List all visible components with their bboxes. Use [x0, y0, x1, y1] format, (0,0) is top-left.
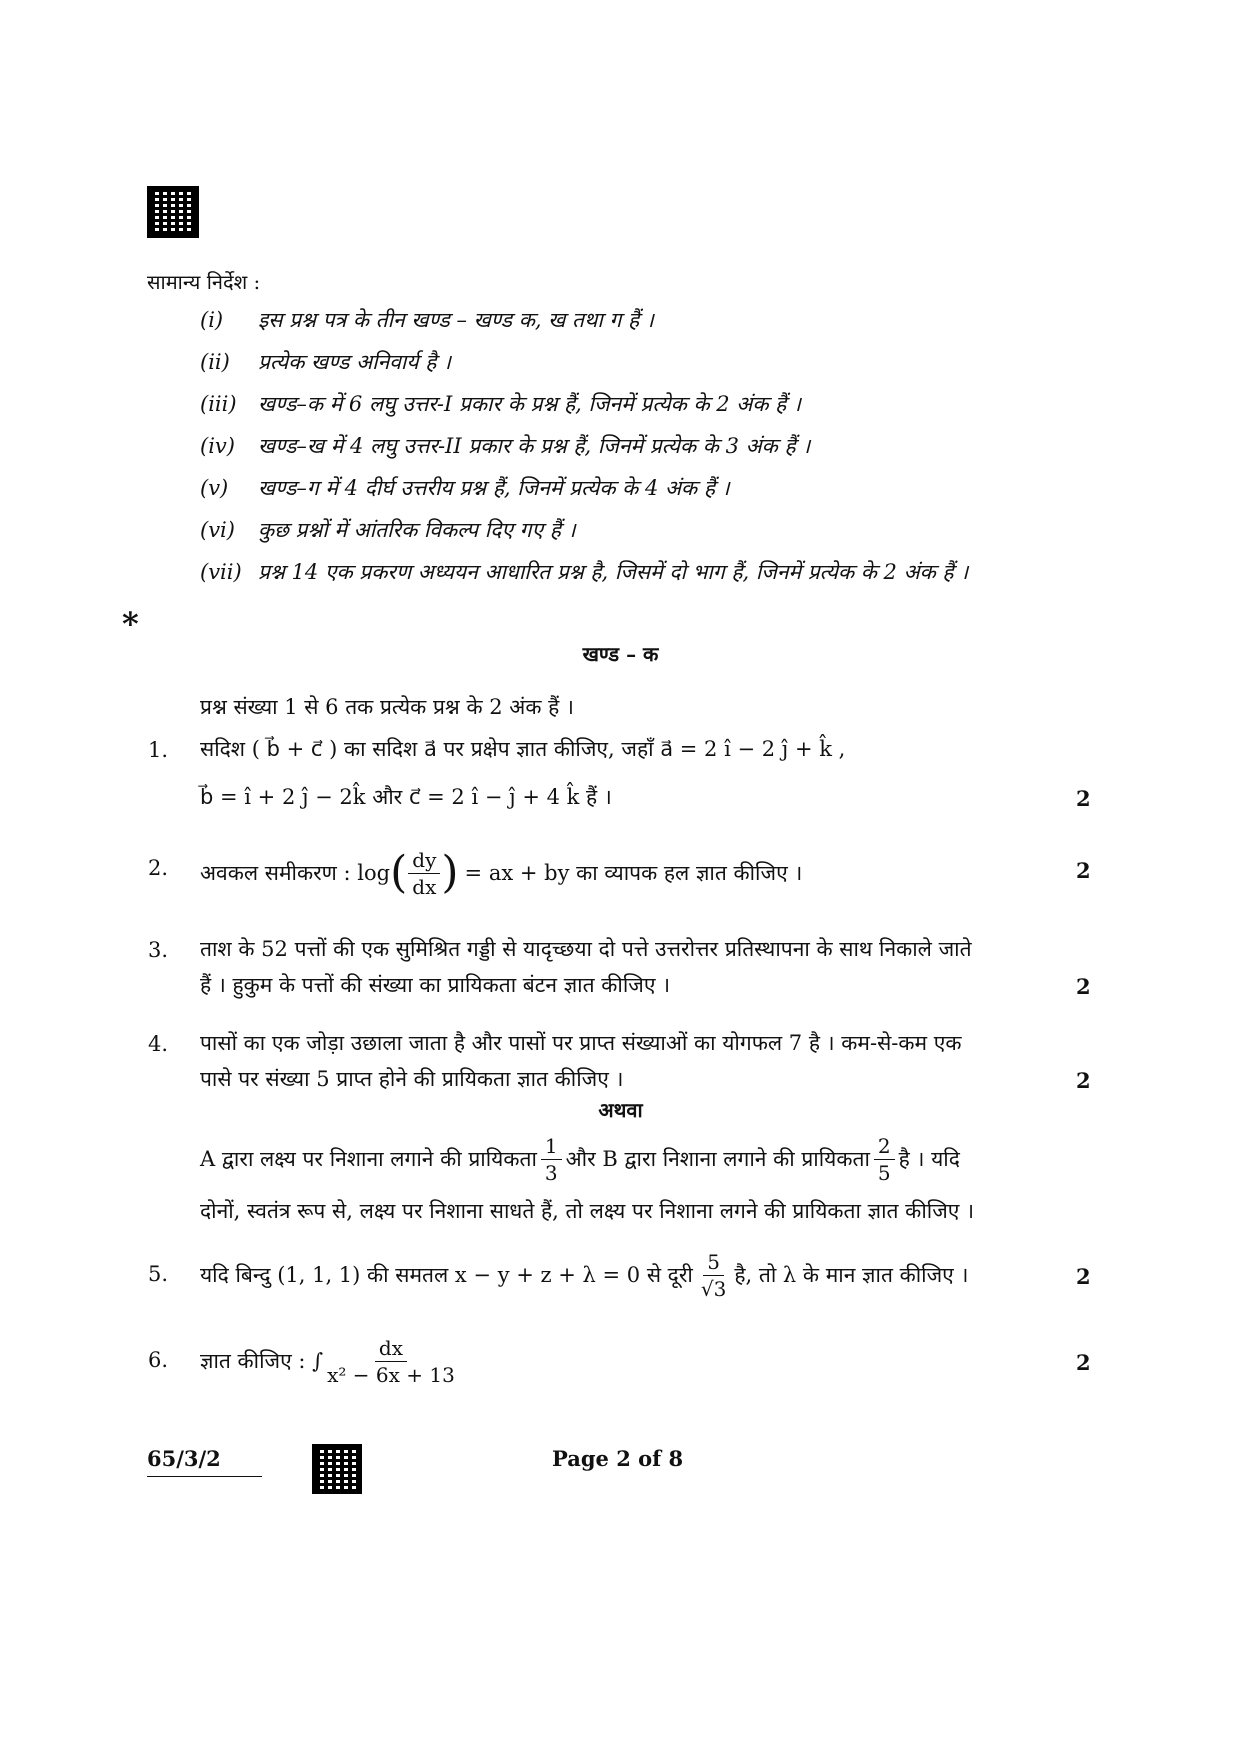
qr-code-icon	[147, 186, 199, 238]
fraction-numerator: 1	[541, 1133, 562, 1160]
instruction-text: इस प्रश्न पत्र के तीन खण्ड – खण्ड क, ख तथा ग हैं ।	[258, 308, 654, 332]
fraction-numerator: dx	[375, 1335, 407, 1362]
fraction-numerator: dy	[408, 847, 440, 874]
qr-code-icon	[312, 1444, 362, 1494]
instruction-number: (vi)	[200, 518, 235, 542]
alt-text-b: और B द्वारा निशाना लगाने की प्रायिकता	[565, 1147, 870, 1171]
general-instructions-heading: सामान्य निर्देश :	[147, 270, 261, 294]
question-2-post: = ax + by का व्यापक हल ज्ञात कीजिए ।	[464, 861, 803, 885]
question-marks: 2	[1076, 786, 1091, 811]
instruction-item	[200, 348, 451, 376]
fraction	[408, 847, 440, 900]
instruction-item	[200, 390, 801, 418]
question-4-line-2: पासे पर संख्या 5 प्राप्त होने की प्रायिकता ज्ञात कीजिए ।	[200, 1067, 624, 1091]
instruction-item	[200, 474, 730, 502]
question-marks: 2	[1076, 974, 1091, 999]
section-title: खण्ड – क	[582, 642, 659, 666]
question-2	[200, 836, 802, 910]
question-4-alt-line-1	[200, 1130, 960, 1188]
question-6	[200, 1328, 463, 1394]
instruction-item	[200, 306, 654, 334]
instruction-text: प्रत्येक खण्ड अनिवार्य है ।	[258, 350, 451, 374]
question-6-pre: ज्ञात कीजिए : ∫	[200, 1349, 324, 1373]
left-paren: (	[390, 847, 408, 898]
fraction-denominator: 3	[544, 1160, 558, 1185]
instruction-text: प्रश्न 14 एक प्रकरण अध्ययन आधारित प्रश्न है, जिसमें दो भाग हैं, जिनमें प्रत्येक के 2 अंक हैं ।	[258, 560, 969, 584]
question-number: 1.	[148, 738, 169, 762]
instruction-number: (ii)	[200, 350, 230, 374]
fraction	[541, 1133, 562, 1186]
question-3-line-1: ताश के 52 पत्तों की एक सुमिश्रित गड्डी से यादृच्छया दो पत्ते उत्तरोत्तर प्रतिस्थापना के साथ निकाले जाते	[200, 937, 972, 961]
question-1-line-2: b⃗ = î + 2 ĵ − 2k̂ और c⃗ = 2 î − ĵ + 4 k̂ हैं ।	[200, 785, 612, 809]
paper-code: 65/3/2	[147, 1446, 221, 1471]
instruction-text: खण्ड–क में 6 लघु उत्तर-I प्रकार के प्रश्न हैं, जिनमें प्रत्येक के 2 अंक हैं ।	[258, 392, 801, 416]
fraction-numerator: 2	[874, 1133, 895, 1160]
question-4-line-1: पासों का एक जोड़ा उछाला जाता है और पासों पर प्राप्त संख्याओं का योगफल 7 है । कम-से-कम एक	[200, 1031, 962, 1055]
section-intro: प्रश्न संख्या 1 से 6 तक प्रत्येक प्रश्न के 2 अंक हैं ।	[200, 695, 574, 719]
fraction-denominator: x² − 6x + 13	[327, 1362, 455, 1387]
instruction-item	[200, 432, 810, 460]
question-number: 4.	[148, 1032, 169, 1056]
question-5	[200, 1244, 968, 1306]
instruction-number: (vii)	[200, 560, 242, 584]
question-marks: 2	[1076, 858, 1091, 883]
question-marks: 2	[1076, 1068, 1091, 1093]
question-1-line-1: सदिश ( b⃗ + c⃗ ) का सदिश a⃗ पर प्रक्षेप ज्ञात कीजिए, जहाँ a⃗ = 2 î − 2 ĵ + k̂ ,	[200, 737, 846, 761]
question-3-line-2: हैं । हुकुम के पत्तों की संख्या का प्रायिकता बंटन ज्ञात कीजिए ।	[200, 973, 671, 997]
question-5-pre: यदि बिन्दु (1, 1, 1) की समतल x − y + z + λ = 0 से दूरी	[200, 1263, 693, 1287]
right-paren: )	[441, 847, 459, 898]
instruction-item	[200, 558, 968, 586]
instruction-text: कुछ प्रश्नों में आंतरिक विकल्प दिए गए हैं ।	[258, 518, 576, 542]
question-number: 2.	[148, 856, 169, 880]
fraction-denominator: √3	[700, 1276, 727, 1301]
instruction-item	[200, 516, 576, 544]
instruction-number: (iv)	[200, 434, 235, 458]
or-label: अथवा	[598, 1098, 643, 1122]
fraction	[697, 1249, 730, 1302]
instruction-number: (iii)	[200, 392, 237, 416]
fraction-denominator: 5	[877, 1160, 891, 1185]
fraction	[323, 1335, 459, 1388]
instruction-number: (v)	[200, 476, 229, 500]
instruction-text: खण्ड–ग में 4 दीर्घ उत्तरीय प्रश्न हैं, जिनमें प्रत्येक के 4 अंक हैं ।	[258, 476, 730, 500]
question-2-pre: अवकल समीकरण : log	[200, 861, 391, 885]
question-5-post: है, तो λ के मान ज्ञात कीजिए ।	[734, 1263, 969, 1287]
question-marks: 2	[1076, 1264, 1091, 1289]
alt-text-a: A द्वारा लक्ष्य पर निशाना लगाने की प्रायिकता	[200, 1147, 537, 1171]
question-marks: 2	[1076, 1350, 1091, 1375]
question-number: 5.	[148, 1262, 169, 1286]
question-number: 6.	[148, 1348, 169, 1372]
fraction	[874, 1133, 895, 1186]
fraction-denominator: dx	[412, 874, 437, 899]
question-number: 3.	[148, 938, 169, 962]
fraction-numerator: 5	[703, 1249, 724, 1276]
divider	[147, 1476, 262, 1477]
star-mark: *	[122, 605, 139, 643]
instruction-text: खण्ड–ख में 4 लघु उत्तर-II प्रकार के प्रश्न हैं, जिनमें प्रत्येक के 3 अंक हैं ।	[258, 434, 811, 458]
page-number: Page 2 of 8	[552, 1446, 684, 1471]
alt-text-c: है । यदि	[898, 1147, 960, 1171]
question-4-alt-line-2: दोनों, स्वतंत्र रूप से, लक्ष्य पर निशाना साधते हैं, तो लक्ष्य पर निशाना लगने की प्रायिकता ज्ञात कीजिए ।	[200, 1199, 975, 1223]
instruction-number: (i)	[200, 308, 224, 332]
